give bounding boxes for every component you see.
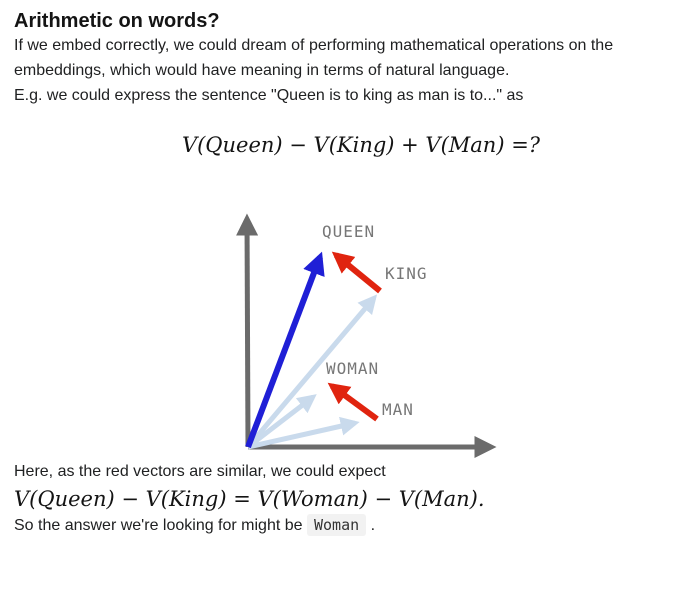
formula-question: V(Queen) − V(King) + V(Man) =?	[181, 133, 541, 157]
woman-label: WOMAN	[326, 359, 380, 378]
conclusion-paragraph	[14, 513, 671, 538]
queen-label: QUEEN	[322, 222, 376, 241]
word-vector-diagram	[185, 197, 525, 459]
difference-arrow-man-to-woman	[332, 386, 377, 419]
conclusion-period: .	[370, 517, 376, 534]
observation-paragraph: Here, as the red vectors are similar, we could expect	[14, 463, 386, 480]
answer-code-chip: Woman	[307, 514, 366, 536]
intro-paragraph: If we embed correctly, we could dream of performing mathematical operations on the embeddings, which would have meaning in terms of natural language.	[14, 37, 614, 79]
man-label: MAN	[382, 400, 414, 419]
difference-arrow-king-to-queen	[336, 255, 380, 291]
article	[0, 9, 685, 538]
y-axis	[247, 219, 248, 447]
formula-answer: V(Queen) − V(King) = V(Woman) − V(Man).	[14, 487, 485, 511]
king-label: KING	[385, 264, 428, 283]
example-paragraph: E.g. we could express the sentence "Queen is to king as man is to..." as	[14, 87, 524, 104]
page-title: Arithmetic on words?	[14, 10, 220, 32]
conclusion-text: So the answer we're looking for might be	[14, 517, 303, 534]
